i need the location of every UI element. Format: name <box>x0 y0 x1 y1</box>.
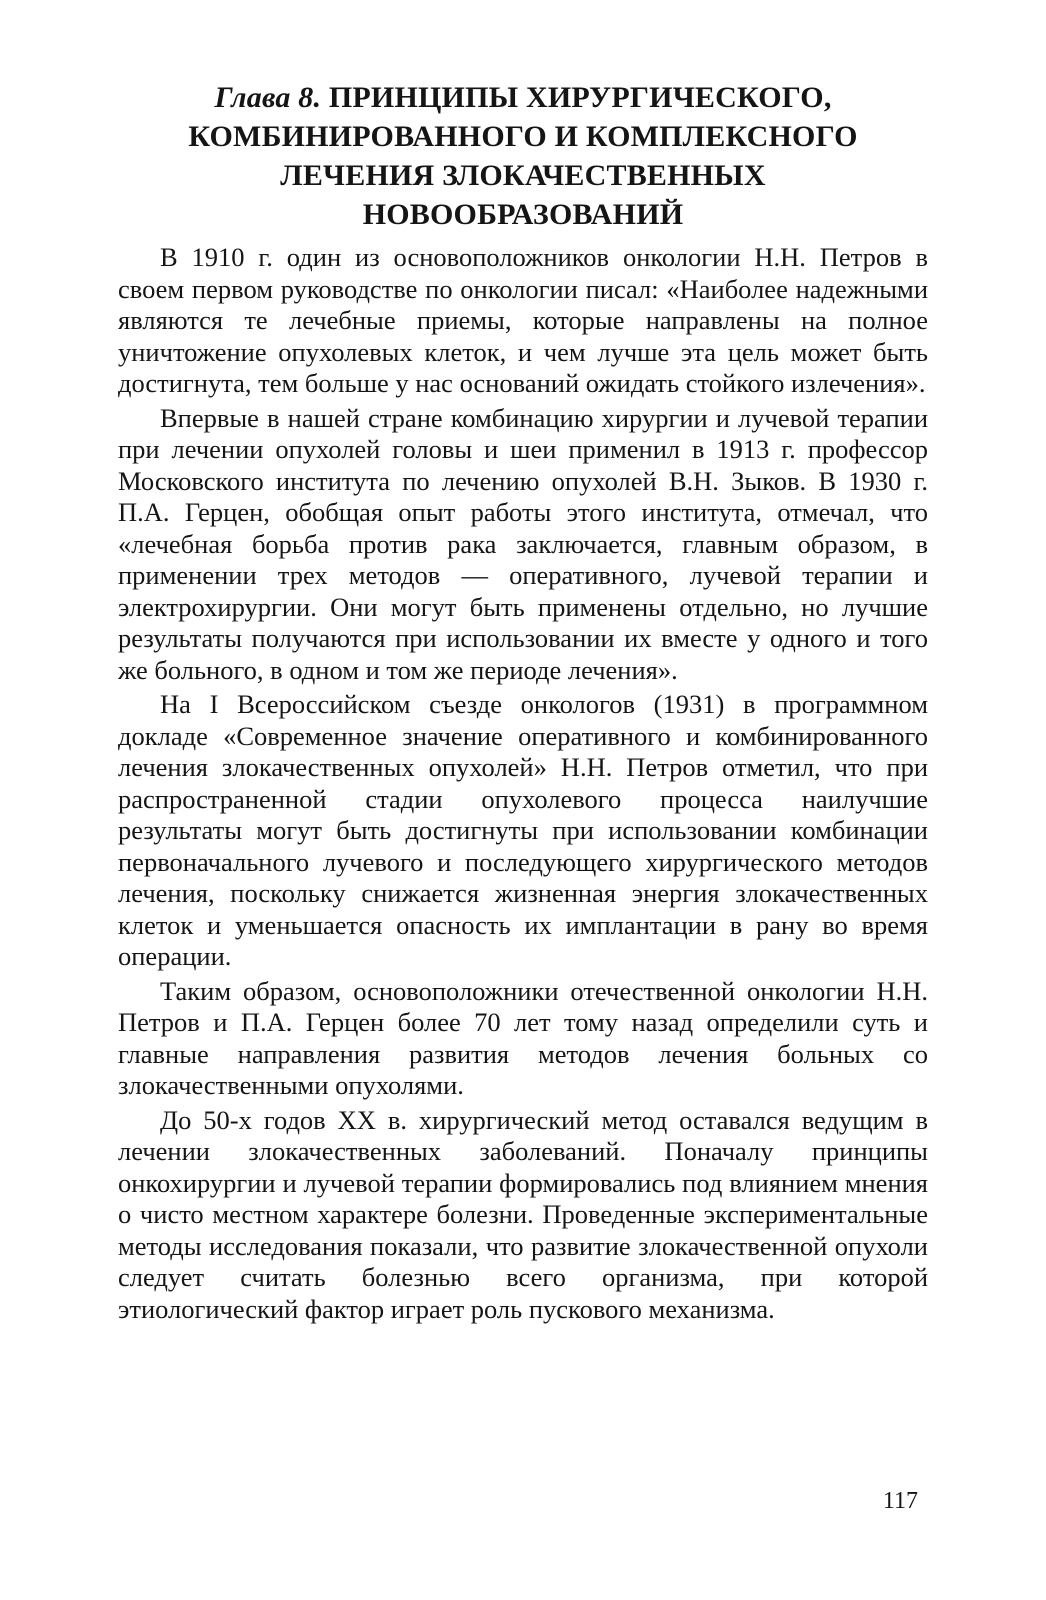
paragraph-2: Впервые в нашей стране комбинацию хирургии и лучевой терапии при лечении опухолей головы и шеи применил в 1913 г. профессор Московского института по лечению опухолей В.Н. Зыков. В 1930 г. П.А. Герцен, обобщая опыт работы этого института, отмечал, что «лечебная борьба против рака заключается, главным образом, в применении трех методов — оперативного, лучевой терапии и электрохирургии. Они могут быть применены отдельно, но лучшие результаты получаются при использовании их вместе у одного и того же больного, в одном и том же периоде лечения». <box>118 402 928 685</box>
paragraph-5: До 50-х годов XX в. хирургический метод оставался ведущим в лечении злокачественных заболеваний. Поначалу принципы онкохирургии и лучевой терапии формировались под влиянием мнения о чисто местном характере болезни. Проведенные экспериментальные методы исследования показали, что развитие злокачественной опухоли следует считать болезнью всего организма, при которой этиологический фактор играет роль пускового механизма. <box>118 1104 928 1324</box>
chapter-label: Глава 8. <box>214 81 322 114</box>
body-text <box>118 242 928 1325</box>
chapter-title: ПРИНЦИПЫ ХИРУРГИЧЕСКОГО, КОМБИНИРОВАННОГО И КОМПЛЕКСНОГО ЛЕЧЕНИЯ ЗЛОКАЧЕСТВЕННЫХ НОВООБРАЗОВАНИЙ <box>188 81 858 231</box>
page-number: 117 <box>882 1488 918 1514</box>
book-page <box>118 78 928 1558</box>
paragraph-3: На I Всероссийском съезде онкологов (1931) в программном докладе «Современное значение оперативного и комбинированного лечения злокачественных опухолей» Н.Н. Петров отметил, что при распространенной стадии опухолевого процесса наилучшие результаты могут быть достигнуты при использовании комбинации первоначального лучевого и последующего хирургического методов лечения, поскольку снижается жизненная энергия злокачественных клеток и уменьшается опасность их имплантации в рану во время операции. <box>118 689 928 971</box>
chapter-heading <box>118 78 928 234</box>
paragraph-4: Таким образом, основоположники отечественной онкологии Н.Н. Петров и П.А. Герцен более 70 лет тому назад определили суть и главные направления развития методов лечения больных со злокачественными опухолями. <box>118 975 928 1100</box>
paragraph-1: В 1910 г. один из основоположников онкологии Н.Н. Петров в своем первом руководстве по онкологии писал: «Наиболее надежными являются те лечебные приемы, которые направлены на полное уничтожение опухолевых клеток, и чем лучше эта цель может быть достигнута, тем больше у нас оснований ожидать стойкого излечения». <box>118 242 928 398</box>
